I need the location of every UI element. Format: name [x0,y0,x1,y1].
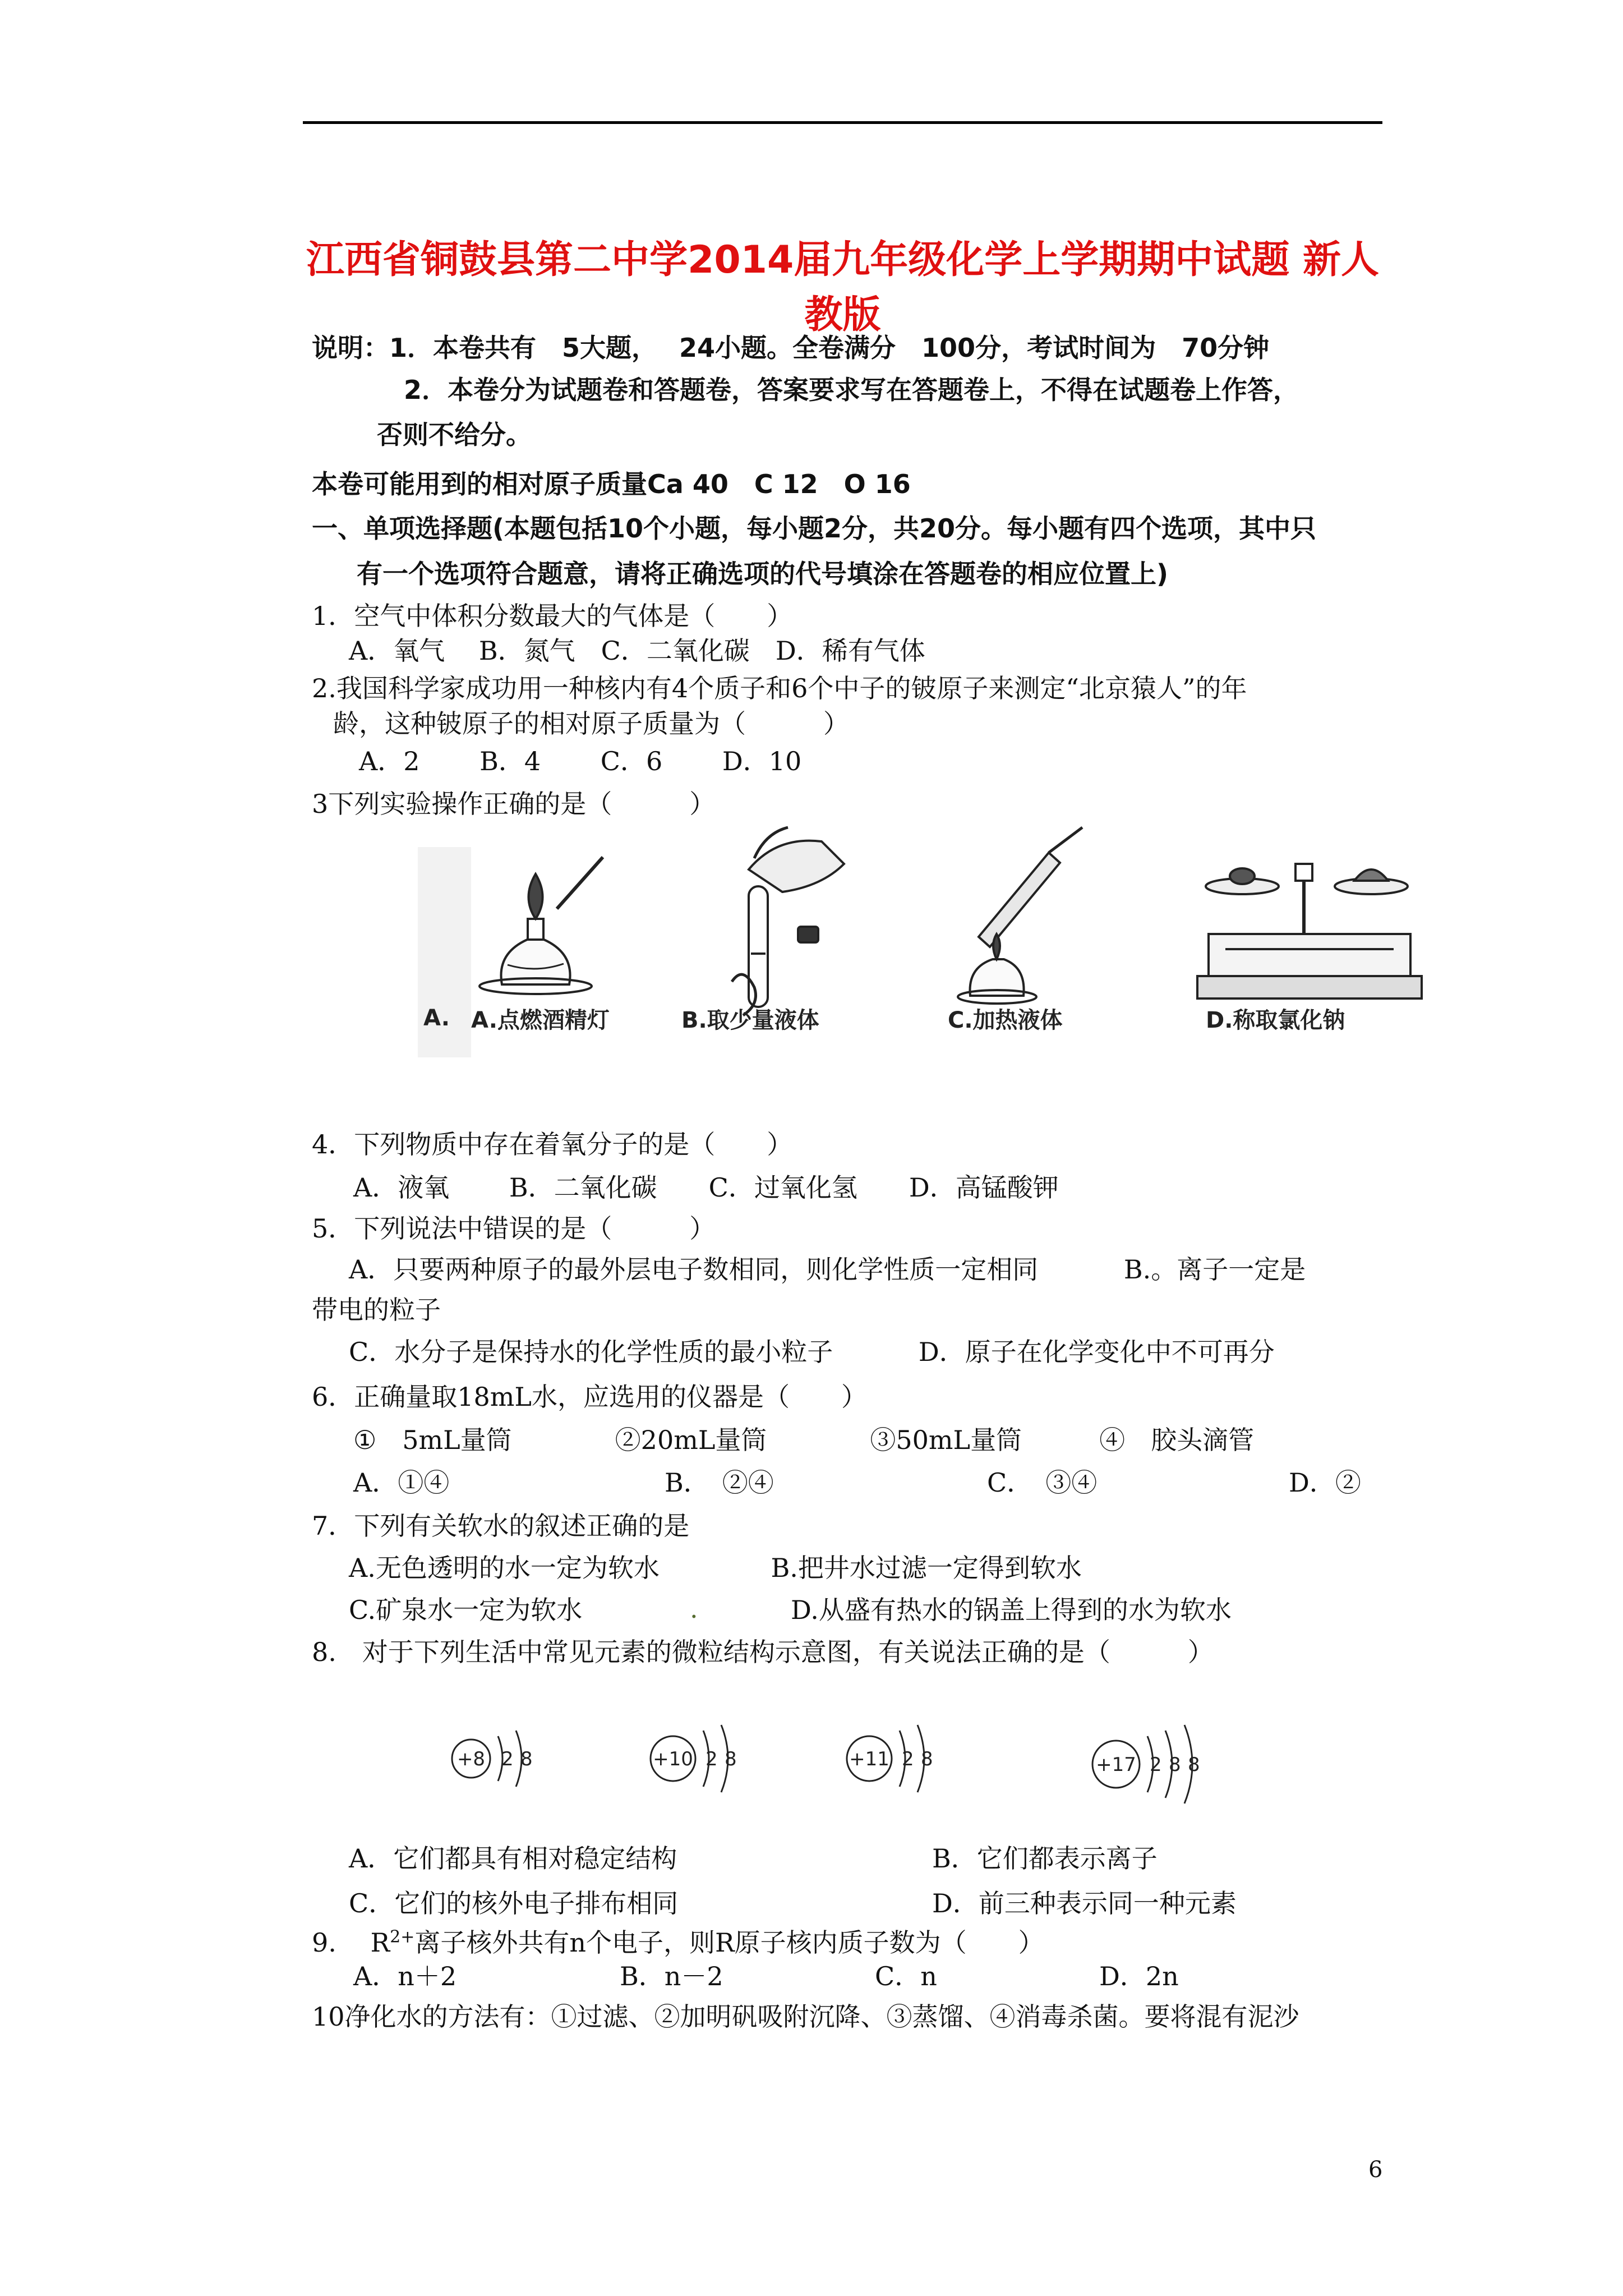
note-line-1: 说明：1．本卷共有 5大题， 24小题。全卷满分 100分，考试时间为 70分钟 [312,333,1270,363]
atomic-masses: 本卷可能用到的相对原子质量Ca 40 C 12 O 16 [312,469,911,499]
note-line-2: 2．本卷分为试题卷和答题卷，答案要求写在答题卷上，不得在试题卷上作答， [404,375,1299,405]
particle-3-shell-2: 8 [921,1748,933,1770]
q3-caption-d: D.称取氯化钠 [1206,1007,1345,1033]
q10-stem: 10净化水的方法有：①过滤、②加明矾吸附沉降、③蒸馏、④消毒杀菌。要将混有泥沙 [312,2001,1299,2032]
q2-stem-line-2: 龄，这种铍原子的相对原子质量为（ ） [333,708,849,739]
particle-2-nucleus: +10 [653,1748,693,1770]
title-line-1: 江西省铜鼓县第二中学2014届九年级化学上学期期中试题 新人 [306,238,1379,282]
q8-particle-diagrams [437,1708,1279,1815]
particle-1-nucleus: +8 [457,1748,486,1770]
q7-line-2a: C.矿泉水一定为软水 [349,1595,583,1625]
balance-drawing [1197,864,1422,999]
particle-diagram-3 [847,1725,933,1792]
particle-2-shell-2: 8 [725,1748,737,1770]
test-tube-pour-drawing [732,827,844,1015]
q8-option-a: A．它们都具有相对稳定结构 [349,1843,677,1874]
q8-option-d: D．前三种表示同一种元素 [932,1888,1237,1918]
note-line-3: 否则不给分。 [377,420,532,450]
q3-caption-a: A.点燃酒精灯 [471,1007,610,1033]
q2-options: A．2 B．4 C．6 D．10 [359,746,802,776]
particle-3-nucleus: +11 [849,1748,889,1770]
particle-diagram-4 [1092,1725,1200,1803]
q9-stem-pre: 9. R [312,1927,390,1958]
q2-stem-line-1: 2.我国科学家成功用一种核内有4个质子和6个中子的铍原子来测定“北京猿人”的年 [312,673,1247,703]
q8-option-b: B．它们都表示离子 [932,1843,1158,1874]
q6-stem: 6．正确量取18mL水，应选用的仪器是（ ） [312,1382,867,1412]
q7-line-1: A.无色透明的水一定为软水 B.把井水过滤一定得到软水 [349,1553,1082,1583]
q1-options: A．氧气 B．氮气 C．二氧化碳 D．稀有气体 [349,636,925,666]
q3-caption-b: B.取少量液体 [681,1007,819,1033]
page-number: 6 [1368,2157,1383,2183]
particle-diagram-1 [452,1731,533,1787]
page-title [303,233,1382,343]
particle-4-shell-2: 8 [1169,1754,1181,1776]
particle-4-nucleus: +17 [1096,1754,1136,1776]
header-rule [303,121,1382,124]
q7-stray-dot: . [690,1594,698,1624]
q8-stem: 8. 对于下列生活中常见元素的微粒结构示意图，有关说法正确的是（ ） [312,1637,1214,1667]
q8-option-c: C．它们的核外电子排布相同 [349,1888,679,1918]
q9-superscript: 2+ [390,1927,415,1947]
q1-stem: 1．空气中体积分数最大的气体是（ ） [312,601,793,631]
particle-diagram-2 [651,1725,737,1792]
particle-1-shell-2: 8 [520,1748,533,1770]
q9-stem [312,1926,1044,1959]
particle-3-shell-1: 2 [902,1748,914,1770]
particle-1-shell-1: 2 [501,1748,514,1770]
q5-stem: 5．下列说法中错误的是（ ） [312,1213,716,1244]
q6-option-b: B． ②④ [665,1467,774,1498]
q5-line-1: A．只要两种原子的最外层电子数相同，则化学性质一定相同 B.。离子一定是 [349,1254,1306,1285]
q3-caption-c: C.加热液体 [948,1007,1063,1033]
particle-4-shell-3: 8 [1188,1754,1200,1776]
q6-option-c: C． ③④ [987,1467,1098,1498]
section1-line-1: 一、单项选择题(本题包括10个小题，每小题2分，共20分。每小题有四个选项，其中只 [312,513,1317,544]
q4-options: A．液氧 B．二氧化碳 C．过氧化氢 D．高锰酸钾 [353,1172,1059,1203]
q7-line-2b: D.从盛有热水的锅盖上得到的水为软水 [791,1595,1232,1625]
heating-liquid-drawing [958,827,1082,1004]
q3-lab-figure [418,825,1450,1060]
q5-line-2: 带电的粒子 [312,1295,441,1325]
q6-option-a: A．①④ [353,1467,450,1498]
q7-stem: 7．下列有关软水的叙述正确的是 [312,1511,690,1541]
q9-option-d: D．2n [1099,1961,1179,1991]
title-line-2: 教版 [804,293,881,337]
q3-stem: 3下列实验操作正确的是（ ） [312,789,716,819]
q9-option-c: C．n [875,1961,937,1991]
alcohol-lamp-drawing [479,857,603,994]
q6-option-d: D．② [1289,1467,1361,1498]
section1-line-2: 有一个选项符合题意，请将正确选项的代号填涂在答题卷的相应位置上) [357,559,1169,589]
q6-instruments: ① 5mL量筒 ②20mL量筒 ③50mL量筒 ④ 胶头滴管 [353,1425,1255,1455]
q9-stem-post: 离子核外共有n个电子，则R原子核内质子数为（ ） [414,1927,1044,1958]
q5-line-3: C．水分子是保持水的化学性质的最小粒子 D．原子在化学变化中不可再分 [349,1337,1275,1367]
particle-2-shell-1: 2 [706,1748,718,1770]
q9-option-b: B．n－2 [620,1961,723,1991]
particle-4-shell-1: 2 [1150,1754,1162,1776]
q4-stem: 4．下列物质中存在着氧分子的是（ ） [312,1129,793,1159]
q9-option-a: A．n＋2 [353,1961,457,1991]
q3-fig-a-mark: A. [423,1005,450,1031]
